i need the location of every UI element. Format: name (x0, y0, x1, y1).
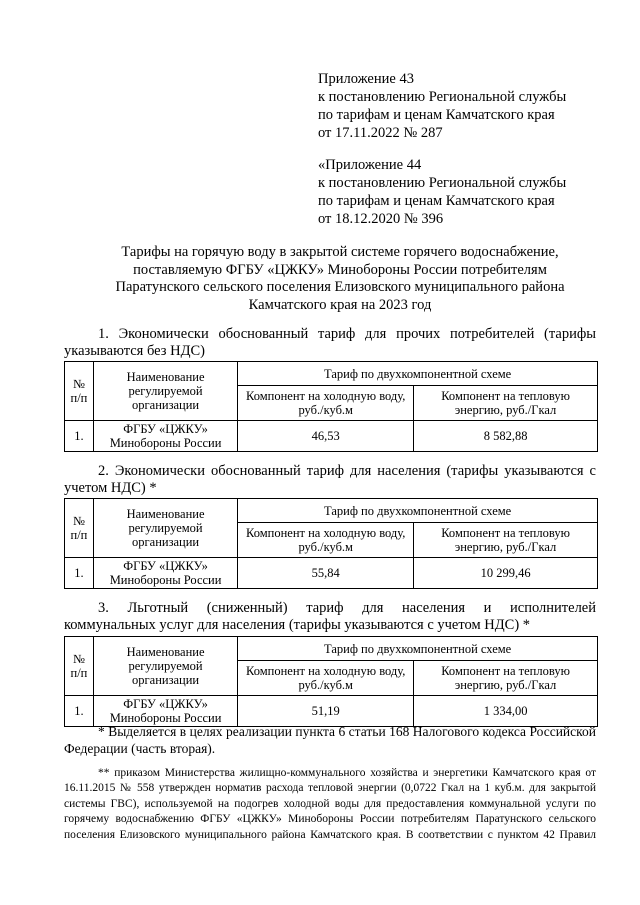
header-org: Наименование регулируемой организации (93, 637, 237, 696)
appendix-new-reference (318, 70, 566, 142)
footnote-star-line1: * Выделяется в целях реализации пункта 6 статьи 168 Налогового кодекса Российской (98, 724, 596, 739)
appendix-new-line1: Приложение 43 (318, 71, 414, 87)
title-line2: поставляемую ФГБУ «ЦЖКУ» Минобороны России потребителям (133, 261, 547, 278)
row-cold-value: 46,53 (238, 421, 414, 452)
row-num: 1. (65, 558, 94, 589)
header-org: Наименование регулируемой организации (93, 499, 237, 558)
appendix-new-line2: к постановлению Региональной службы (318, 89, 567, 105)
section-3-heading-line1: 3. Льготный (сниженный) тариф для населения и исполнителей (98, 600, 596, 616)
section-2-heading-line2: учетом НДС) * (64, 480, 157, 496)
footnote-double-line5: поселения Елизовского муниципального района Камчатского края. В соответствии с пунктом 42 Правил (64, 828, 596, 841)
appendix-old-line1: «Приложение 44 (318, 157, 422, 173)
tariff-table-2 (64, 498, 598, 589)
row-cold-value: 55,84 (238, 558, 414, 589)
header-heat: Компонент на тепловую энергию, руб./Гкал (414, 661, 598, 696)
document-title (60, 244, 620, 314)
header-cold: Компонент на холодную воду, руб./куб.м (238, 523, 414, 558)
section-2-heading (64, 463, 596, 497)
appendix-old-line4: от 18.12.2020 № 396 (318, 211, 444, 227)
section-3-heading (64, 600, 596, 634)
footnote-double-line1: ** приказом Министерства жилищно-коммунального хозяйства и энергетики Камчатского края от (98, 767, 596, 779)
row-num: 1. (65, 696, 94, 727)
row-org: ФГБУ «ЦЖКУ» Минобороны России (93, 558, 237, 589)
footnote-double-star (64, 766, 596, 843)
row-heat-value: 10 299,46 (414, 558, 598, 589)
appendix-old-line2: к постановлению Региональной службы (318, 175, 567, 191)
header-heat: Компонент на тепловую энергию, руб./Гкал (414, 386, 598, 421)
row-cold-value: 51,19 (238, 696, 414, 727)
section-3-heading-line2: коммунальных услуг для населения (тарифы указываются с учетом НДС) * (64, 617, 531, 633)
footnote-double-line2: 16.11.2015 № 558 утвержден норматив расхода тепловой энергии (0,0722 Гкал на 1 куб.м. для закрытой (64, 782, 596, 795)
row-heat-value: 1 334,00 (414, 696, 598, 727)
appendix-old-reference (318, 156, 566, 228)
section-2-heading-line1: 2. Экономически обоснованный тариф для населения (тарифы указываются с (98, 463, 596, 479)
title-line4: Камчатского края на 2023 год (248, 296, 432, 313)
footnote-star (64, 723, 596, 757)
header-cold: Компонент на холодную воду, руб./куб.м (238, 386, 414, 421)
footnote-double-line4: горячему водоснабжению ФГБУ «ЦЖКУ» Минобороны России потребителям Паратунского сельского (64, 813, 596, 826)
footnote-star-line2: Федерации (часть вторая). (64, 741, 216, 756)
header-num: № п/п (65, 499, 94, 558)
header-tariff: Тариф по двухкомпонентной схеме (238, 362, 598, 386)
table-row (65, 421, 598, 452)
section-1-heading (64, 326, 596, 360)
header-org: Наименование регулируемой организации (93, 362, 237, 421)
row-org: ФГБУ «ЦЖКУ» Минобороны России (93, 421, 237, 452)
header-tariff: Тариф по двухкомпонентной схеме (238, 637, 598, 661)
row-num: 1. (65, 421, 94, 452)
appendix-new-line3: по тарифам и ценам Камчатского края (318, 107, 555, 123)
appendix-new-line4: от 17.11.2022 № 287 (318, 125, 443, 141)
header-num: № п/п (65, 362, 94, 421)
row-org: ФГБУ «ЦЖКУ» Минобороны России (93, 696, 237, 727)
header-tariff: Тариф по двухкомпонентной схеме (238, 499, 598, 523)
header-heat: Компонент на тепловую энергию, руб./Гкал (414, 523, 598, 558)
header-num: № п/п (65, 637, 94, 696)
appendix-old-line3: по тарифам и ценам Камчатского края (318, 193, 555, 209)
tariff-table-1 (64, 361, 598, 452)
table-row (65, 558, 598, 589)
row-heat-value: 8 582,88 (414, 421, 598, 452)
table-row (65, 696, 598, 727)
header-cold: Компонент на холодную воду, руб./куб.м (238, 661, 414, 696)
title-line3: Паратунского сельского поселения Елизовского муниципального района (115, 279, 565, 295)
title-line1: Тарифы на горячую воду в закрытой системе горячего водоснабжение, (121, 244, 559, 260)
section-1-heading-line2: указываются без НДС) (64, 343, 205, 359)
section-1-heading-line1: 1. Экономически обоснованный тариф для прочих потребителей (тарифы (98, 326, 596, 342)
tariff-table-3 (64, 636, 598, 727)
footnote-double-line3: системы ГВС), используемой на подогрев холодной воды для предоставления коммунальной услуги по (64, 797, 596, 810)
